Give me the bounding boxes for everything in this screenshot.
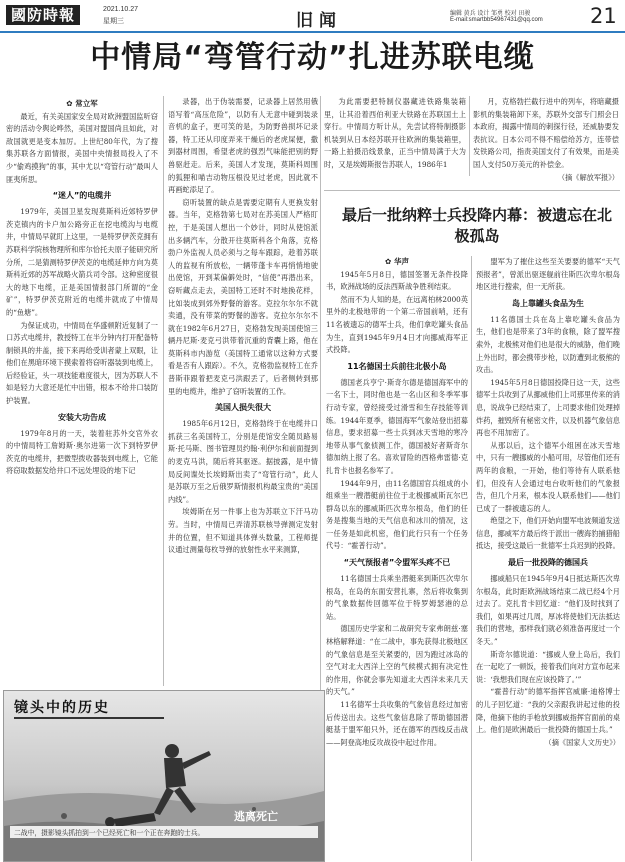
article1-subhead-1: “迷人”的电缆井 (52, 191, 112, 201)
paragraph: 德国历史学家和二战研究专家弗朗兹·塞林格解释道：“在二战中，事先获得北极地区的气象信息是至关紧要的，因为跑过冰岛的空气对北大西洋上空的气候模式拥有决定性的作用，你就会事先知道北大西洋未来几天的天气。” (326, 624, 468, 697)
header-rule (0, 31, 625, 33)
paragraph: 为此需要把特制仪器藏进铁路集装箱里，让其沿着西伯利亚大铁路在苏联国土上穿行。中情局方听计从，先尝试将特制摄影机装到从日本经苏联开往欧洲的集装箱里，一路上拍摄沿线景象，正当中情局满于大为时，又是埃姆斯报告苏联人，1986年1 (324, 97, 466, 169)
article1-byline: ✿ 常立军 (66, 99, 98, 108)
page-number: 21 (590, 4, 617, 28)
article2-column-2 (476, 256, 620, 749)
paragraph: 1985年6月12日，克格勃终于在电缆井口抓获三名美国特工，分别是使馆安全随员路易斯·托马斯、图书管理员约翰·利伊尔和前面提到的麦克马洪，随后将其驱逐。据披露，是中情局反间谍处长埃姆斯出卖了“弯管行动”，此人是苏联万至之后俄罗斯情报机构最宝贵的“美国内线”。 (168, 419, 318, 504)
staff-credits: 编辑 黄兵 设计 邹勇 校对 田骏 (450, 11, 531, 17)
article-divider (324, 190, 620, 191)
paragraph: 月，克格勃拦截行进中的列车，将暗藏摄影机的集装箱卸下来，苏联外交部专门照会日本政府，揭露中情局的刺探行径，还威胁要发表抗议。日本公司不得不赔偿给苏方，连带偿发铁路公司，指责美国支付了有效果，而是美国人支付50万美元的补偿金。 (473, 97, 619, 169)
article1-author: 常立军 (75, 99, 98, 108)
paragraph: “霍普行动”的德军指挥官威廉·迪格博士的儿子回忆道：“我的父亲跟我讲起过他的投降，他摘下他的手枪放到挪威指挥官面前的桌上。他们是欧洲最后一批投降的德国士兵。” (476, 687, 620, 735)
article1-column-4 (473, 96, 619, 184)
paragraph: 为保证成功，中情局在华盛顿附近复制了一口苏式电缆井，教授特工在半分钟内打开配备特制锁具的井盖，接下来再给受训者蒙上双眼，让他们在黑暗环境下摸索着将窃听器装到电缆上，后经验证，头一项技能难度很大，因为苏联人不如是轻力大意还是忙中出错，根本不给井口装防护装置。 (6, 320, 158, 406)
paragraph: 11名德军士兵收集的气象信息经过加密后传送出去。这些气象信息除了帮助德国潜艇基于盟军船只外，还在德军的西线反击战——阿登高地反攻战役中起过作用。 (326, 700, 468, 747)
paragraph: 然而不为人知的是，在远离柏林2000英里外的北极地带的一个第二帝国前哨，还有11名被遗忘的德军士兵，他们拿吃罐头食品为生，直到1945年9月4日才向挪威海军正式投降。 (326, 294, 468, 355)
section-title: 旧闻 (296, 11, 342, 31)
photo-caption: 二战中，摄影镜头抓拍到一个已经死亡和一个正在奔跑的士兵。 (10, 826, 318, 838)
paragraph: 1944年9月，由11名德国官兵组成的小组乘坐一艘潜艇前往位于北极挪威斯瓦尔巴群岛以东的挪威斯匹次卑尔根岛，他们的任务是搜集当地的天气信息和冰川的情况，这一任务是如此机密，他们此行只有一个任务代号：“霍普行动”。 (326, 478, 468, 551)
issue-weekday: 星期三 (103, 18, 124, 25)
paragraph: 窃听装置的缺点是需要定期有人更换发射器。当年，克格勃第七局对在苏美国人严格盯控，于是美国人想出一个妙计，同时从使馆派出多辆汽车，分散开往莫斯科各个角落，克格勃户外监视人员必须与之每车跟踪，趁着苏联人的监视有所放松，一辆带蓬卡车再悄悄地驶出使馆，开到某偏僻处时，“信使”再潜出来，窃听藏点走去，美国特工还时不时地换花样，比如装成到郊外野餐的游客。克拉尔尔尔不就卖通，没有带菜的野餐的游客。克拉尔尔尔不就在1982年6月27日，克格勃发现美国使馆三辆丹尼斯·麦克弓洪带着沉重的背囊上路，他在莫斯科市内游览（美国特工通常以这种方式要看是否有人跟踪）。不久，克格勃监视特工在乔普斯菲跟着把麦克弓洪跟丢了，后者侧转到那里的电缆井，维护了窃听装置的工作。 (168, 197, 318, 396)
article1-source: （摘《解放军报》） (557, 172, 619, 182)
paragraph: 斯奇尔德说道：“挪威人登上岛后，我们在一起吃了一顿饭，接着我们向对方宣布起来说：‘我想我们现在应该投降了。’” (476, 649, 620, 684)
article2-column-1 (326, 256, 468, 749)
paragraph: 盟军为了摧住这些至关要要的德军“天气预报者”，曾派出驱逐舰前往斯匹次卑尔根岛地区进行搜索，但一无所获。 (476, 257, 620, 292)
column-divider (163, 96, 164, 686)
paragraph: 1979年，美国卫星发现莫斯科近郊特罗伊茨克镇内的卡户加公路旁正在挖电缆沟与电缆井，中情局早就盯上这里，一是特罗伊茨克拥有苏联科学院核物理所和库尔恰托夫原子能研究所分所，二是猜测特罗伊茨克的电缆延伸方向为莫斯科近郊的苏军战略火箭兵司令部。这种密度很大的地下电缆，正是美国情报部门所谓的“金矿”，特罗伊茨克附近的电缆井就成了中情局的“鱼塘”。 (6, 207, 158, 317)
article1-column-1 (6, 98, 158, 478)
paragraph: 1945年5月8日，德国签署无条件投降书，欧洲战场的反法西斯战争胜利结束。 (326, 269, 468, 292)
article2-headline: 最后一批纳粹士兵投降内幕：被遗忘在北极孤岛 (341, 206, 612, 245)
paragraph: 挪威船只在1945年9月4日抵达斯匹次卑尔根岛，此时距欧洲战场结束二战已经4个月过去了。克扎肯卡回忆道：“他们及时找到了我们，如果再过几周，厚冰将使他们无法抵达我们的营地，那样我们就必须准备再度过一个冬天。” (476, 574, 620, 647)
paragraph: 录器，出于伪装需要，记录器上居然用俄语写着“高压危险”，以防有人无意中碰到装录音机的盒子，更可笑的是，为防野兽损坏记录器，特工还从印度弄来干燥后的老虎屎便，撒到器材周围，希望老虎的强烈气味能把别的野兽驱赶走。后来，美国人才发现，莫斯科周围的狐狸和喵吉动物压根没见过老虎，因此就不再画蛇添足了。 (168, 97, 318, 195)
contact-email: E-mail:smartbb54967431@qq.com (450, 17, 543, 23)
paragraph: 德国老兵亨宁·斯奇尔德是德国海军中的一名下士，同时他也是一名山区和冬季军事行动专家，曾经接受过滑雪和生存技能等训练。1944年夏季，德国海军气象站登出招募信息，要求招募一些士兵到冰天雪地的寒冷地带从事气象侦测工作，德国被好者斯奇尔德加纳上报了名。喜欢冒险的西格弗雷德·克扎肯卡也报名参军了。 (326, 377, 468, 475)
photo-column-title: 镜头中的历史 (14, 700, 110, 716)
title-underline (14, 717, 164, 719)
article1-subhead-3: 美国人损失很大 (215, 403, 271, 413)
article2-subhead-1: 11名德国士兵前往北极小岛 (347, 361, 447, 371)
photo-inset-label: 逃离死亡 (234, 810, 278, 823)
article1-subhead-2: 安装大功告成 (58, 412, 106, 422)
paragraph: 1945年5月8日德国投降日这一天，这些德军士兵收到了从挪威他们上司那里传来的消息，说战争已经结束了，上司要求他们处理掉炸药，摧毁所有秘密文件，以及机器气象信息再也不用加密了。 (476, 377, 620, 438)
article1-column-3 (324, 96, 466, 172)
paragraph: 1979年8月的一天，装着驻苏外交官外衣的中情局特工詹姆斯·奥尔进第一次下到特罗伊茨克的电缆井，把微型拨收器装到电缆上，它能将窃取数据发给井口不远处埋设的地下记 (6, 428, 158, 476)
issue-date: 2021.10.27 (103, 6, 139, 13)
article2-source: （摘《国家人文历史》） (544, 737, 620, 747)
article2-subhead-4: 最后一批投降的德国兵 (508, 558, 588, 568)
paragraph: 11名德国士兵在岛上靠吃罐头食品为生，他们也是带来了3年的食粮，除了盟军搜索外，北极熊对他们也是很大的威胁，他们晚上外出时，都会携带步枪，以防遭到北极熊的攻击。 (476, 314, 620, 375)
article2-author: 华声 (393, 257, 409, 266)
article2-subhead-3: 岛上靠罐头食品为生 (512, 298, 584, 308)
newspaper-logo: 國防時報 (6, 5, 80, 25)
article2-byline: ✿ 华声 (385, 257, 409, 266)
column-divider (471, 256, 472, 861)
paragraph: 从那以后，这个德军小组困在冰天雪地中，只有一艘挪威的小船可用，尽管他们还有两年的食粮，一开始，他们等待有人联系他们，但没有人会通过电台收听他们的气象报告，但几个月来，根本没人联系他们——他们已成了一群被遗忘的人。 (476, 440, 620, 513)
article1-column-2 (168, 96, 318, 557)
paragraph: 绝望之下，他们开始向盟军电波频道发送信息，挪威军方最后终于派出一艘海豹捕猎船抵达，接受这最后一批德军士兵迟到的投降。 (476, 516, 620, 551)
paragraph: 埃姆斯在另一件事上也为苏联立下汗马功劳。当时，中情局已弄清苏联核导弹测定发射井的位置，但不知道具体弹头数量，工程师提议通过测量每枚导弹的放射性水平来测算， (168, 507, 318, 555)
column-divider (469, 96, 470, 176)
article2-subhead-2: “天气预报者”令盟军头疼不已 (343, 558, 451, 568)
article1-headline: 中情局“弯管行动”扎进苏联电缆 (90, 40, 535, 75)
paragraph: 最近，有关美国家安全局对欧洲盟国监听窃密的活动令舆论哗然，美国对盟国尚且如此，对敌国就更是变本加厉。上世纪80年代，为了搜集苏联各方面情报，美国中央情报局投入了不少“偷鸡摸狗”的事，其中尤以“弯管行动”最叫人匪夷所思。 (6, 111, 158, 184)
paragraph: 11名德国士兵乘坐潜艇来到斯匹次卑尔根岛，在岛的东面安营扎寨，然后将收集到的气象数据传回德军位于特罗姆瑟港的总站。 (326, 574, 468, 621)
